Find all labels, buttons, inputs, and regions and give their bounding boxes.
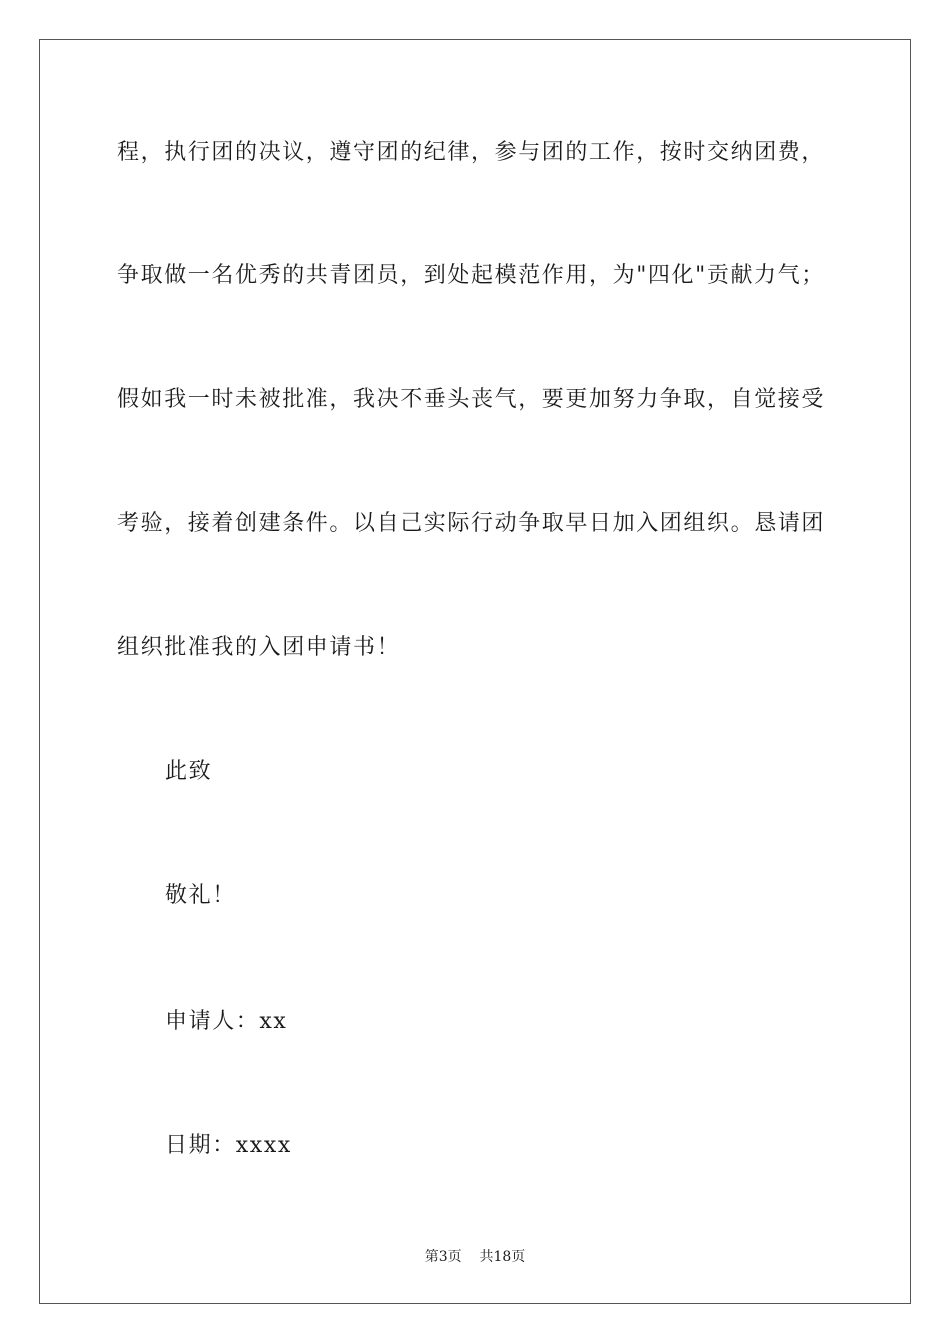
closing-text: 此致 [165, 759, 213, 784]
body-line-1: 程，执行团的决议，遵守团的纪律，参与团的工作，按时交纳团费， [117, 140, 826, 165]
body-line-3: 假如我一时未被批准，我决不垂头丧气，要更加努力争取，自觉接受 [117, 387, 826, 412]
salute-text: 敬礼！ [165, 883, 236, 908]
body-line-5: 组织批准我的入团申请书！ [117, 635, 401, 660]
page-total: 共18页 [479, 1249, 526, 1265]
body-line-2: 争取做一名优秀的共青团员，到处起模范作用，为"四化"贡献力气； [117, 263, 825, 288]
applicant-line: 申请人：xx [165, 1009, 288, 1034]
page-number: 第3页 [424, 1249, 462, 1265]
page-footer [0, 1247, 950, 1267]
page-border [39, 39, 911, 1304]
date-line: 日期：xxxx [165, 1133, 292, 1158]
body-line-4: 考验，接着创建条件。以自己实际行动争取早日加入团组织。恳请团 [117, 511, 826, 536]
